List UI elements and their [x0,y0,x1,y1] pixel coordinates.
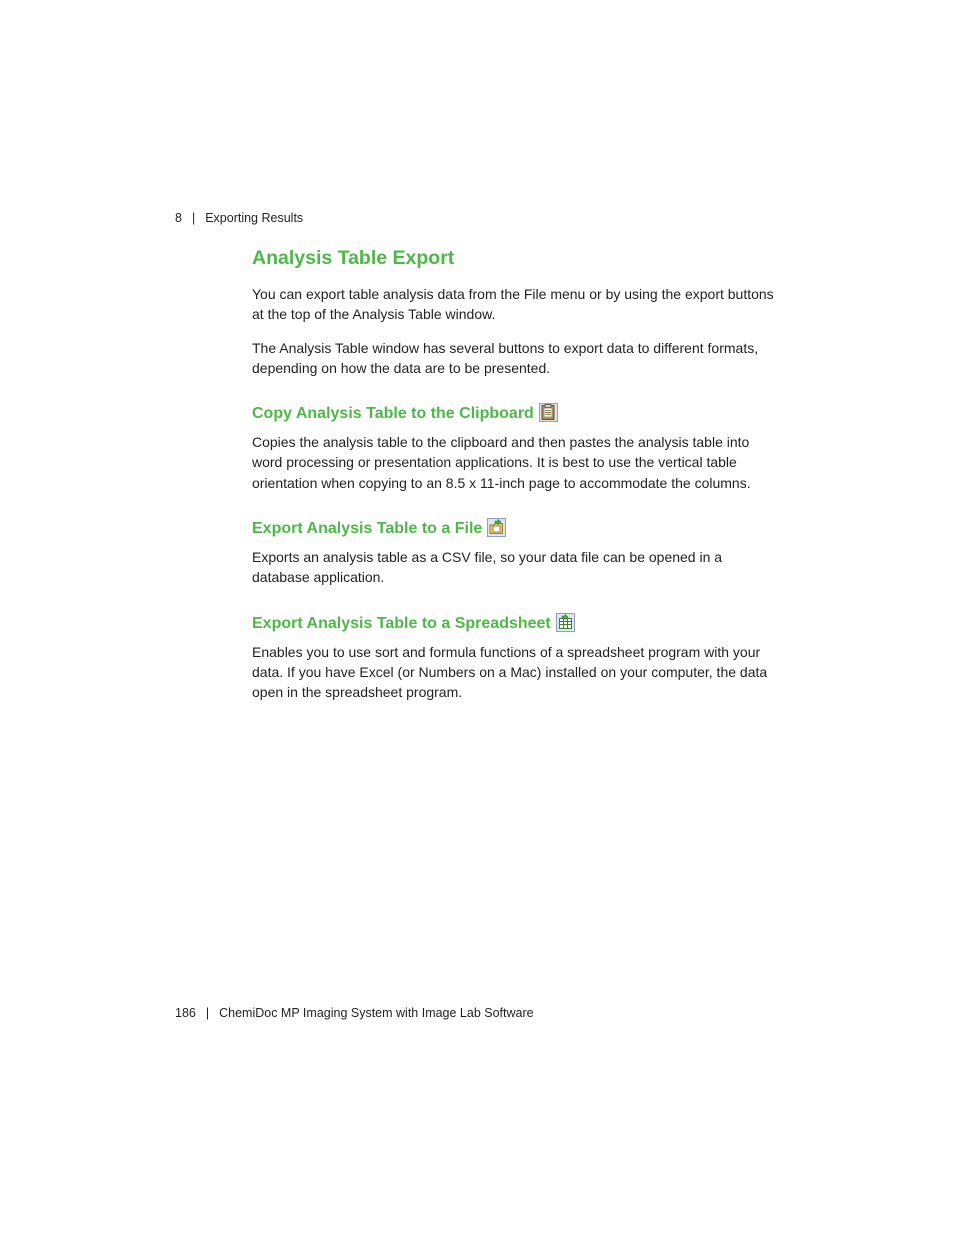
chapter-title: Exporting Results [205,211,304,225]
section-heading-file [252,517,780,541]
section-heading-text: Export Analysis Table to a File [252,520,483,538]
export-spreadsheet-icon [556,613,575,632]
intro-paragraph: The Analysis Table window has several buttons to export data to different formats, depending on how the data are to be presented. [252,339,759,376]
running-header [175,211,303,225]
section-body: Copies the analysis table to the clipboard and then pastes the analysis table into word processing or presentation applications. It is best to use the vertical table orientation when copying to an 8.5 x 11-inch page to accommodate the columns. [252,434,751,491]
page-title: Analysis Table Export [252,247,455,269]
section-body: Enables you to use sort and formula functions of a spreadsheet program with your data. If you have Excel (or Numbers on a Mac) installed on your computer, the data open in the spreadsheet program. [252,643,768,701]
book-title: ChemiDoc MP Imaging System with Image Lab Software [219,1006,534,1020]
header-separator: | [191,211,196,225]
intro-paragraph: You can export table analysis data from the File menu or by using the export buttons at the top of the Analysis Table window. [252,286,774,323]
section-heading-text: Copy Analysis Table to the Clipboard [252,405,534,423]
footer-separator: | [205,1006,210,1020]
page-number: 186 [175,1006,196,1020]
section-heading-text: Export Analysis Table to a Spreadsheet [252,614,551,632]
section-body: Exports an analysis table as a CSV file, so your data file can be opened in a database application. [252,549,723,586]
clipboard-copy-icon [539,403,558,422]
section-heading-clipboard [252,402,780,426]
page-footer [175,1006,534,1020]
export-file-icon [487,518,506,537]
section-heading-spreadsheet [252,612,780,636]
chapter-number: 8 [175,211,182,225]
main-content [252,244,780,703]
